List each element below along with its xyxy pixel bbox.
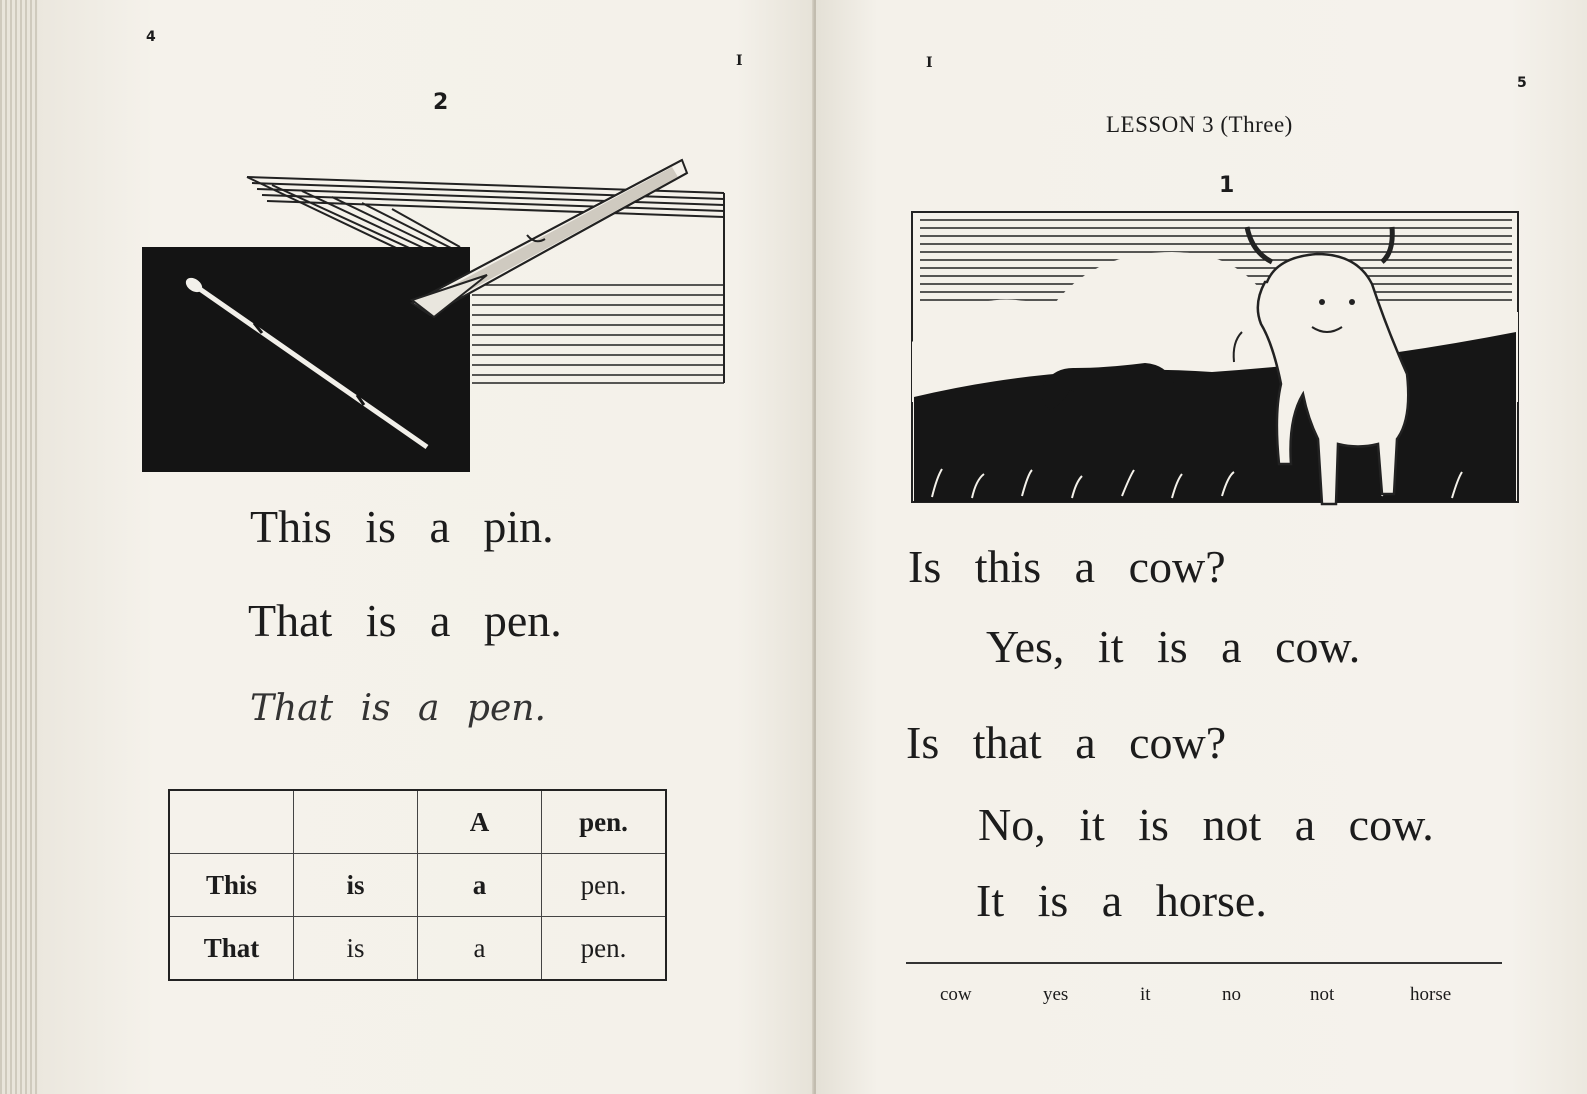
answer-no-it-is-not-a-cow: No, it is not a cow. bbox=[978, 799, 1434, 850]
sentence-that-is-a-pen: That is a pen. bbox=[248, 595, 562, 646]
vocab-word: not bbox=[1310, 984, 1335, 1005]
cow-and-horse-illustration bbox=[912, 212, 1518, 542]
table-cell: This bbox=[169, 854, 294, 917]
page-edges bbox=[0, 0, 40, 1094]
answer-yes-it-is-a-cow: Yes, it is a cow. bbox=[986, 621, 1361, 672]
script-sentence: That is a pen. bbox=[250, 688, 546, 729]
table-cell: a bbox=[418, 917, 542, 981]
sentence-this-is-a-pin: This is a pin. bbox=[250, 501, 554, 552]
right-figure-number: 1 bbox=[1219, 173, 1235, 198]
table-cell: pen. bbox=[542, 917, 667, 981]
table-row bbox=[169, 854, 666, 917]
right-page-number: 5 bbox=[1517, 75, 1527, 91]
left-page-number: 4 bbox=[146, 29, 156, 45]
table-cell: A bbox=[418, 790, 542, 854]
vocab-word: no bbox=[1222, 984, 1241, 1005]
left-figure-number: 2 bbox=[433, 90, 449, 115]
vocab-word: it bbox=[1140, 984, 1151, 1005]
right-corner-marker: I bbox=[926, 55, 933, 71]
vocab-word: horse bbox=[1410, 984, 1452, 1005]
table-cell: a bbox=[418, 854, 542, 917]
left-corner-marker: I bbox=[736, 53, 743, 69]
table-cell: pen. bbox=[542, 854, 667, 917]
vocabulary-divider bbox=[906, 962, 1502, 964]
table-cell: That bbox=[169, 917, 294, 981]
vocab-word: cow bbox=[940, 984, 972, 1005]
table-cell: pen. bbox=[542, 790, 667, 854]
lesson-title: LESSON 3 (Three) bbox=[1106, 112, 1293, 137]
substitution-table bbox=[168, 789, 667, 981]
table-cell bbox=[169, 790, 294, 854]
table-row bbox=[169, 917, 666, 981]
sentence-it-is-a-horse: It is a horse. bbox=[976, 875, 1267, 926]
table-cell: is bbox=[294, 854, 418, 917]
question-is-that-a-cow: Is that a cow? bbox=[906, 717, 1227, 768]
vocab-word: yes bbox=[1043, 984, 1069, 1005]
table-cell: is bbox=[294, 917, 418, 981]
table-cell bbox=[294, 790, 418, 854]
table-row bbox=[169, 790, 666, 854]
question-is-this-a-cow: Is this a cow? bbox=[908, 541, 1226, 592]
pen-and-pin-illustration bbox=[142, 155, 732, 475]
